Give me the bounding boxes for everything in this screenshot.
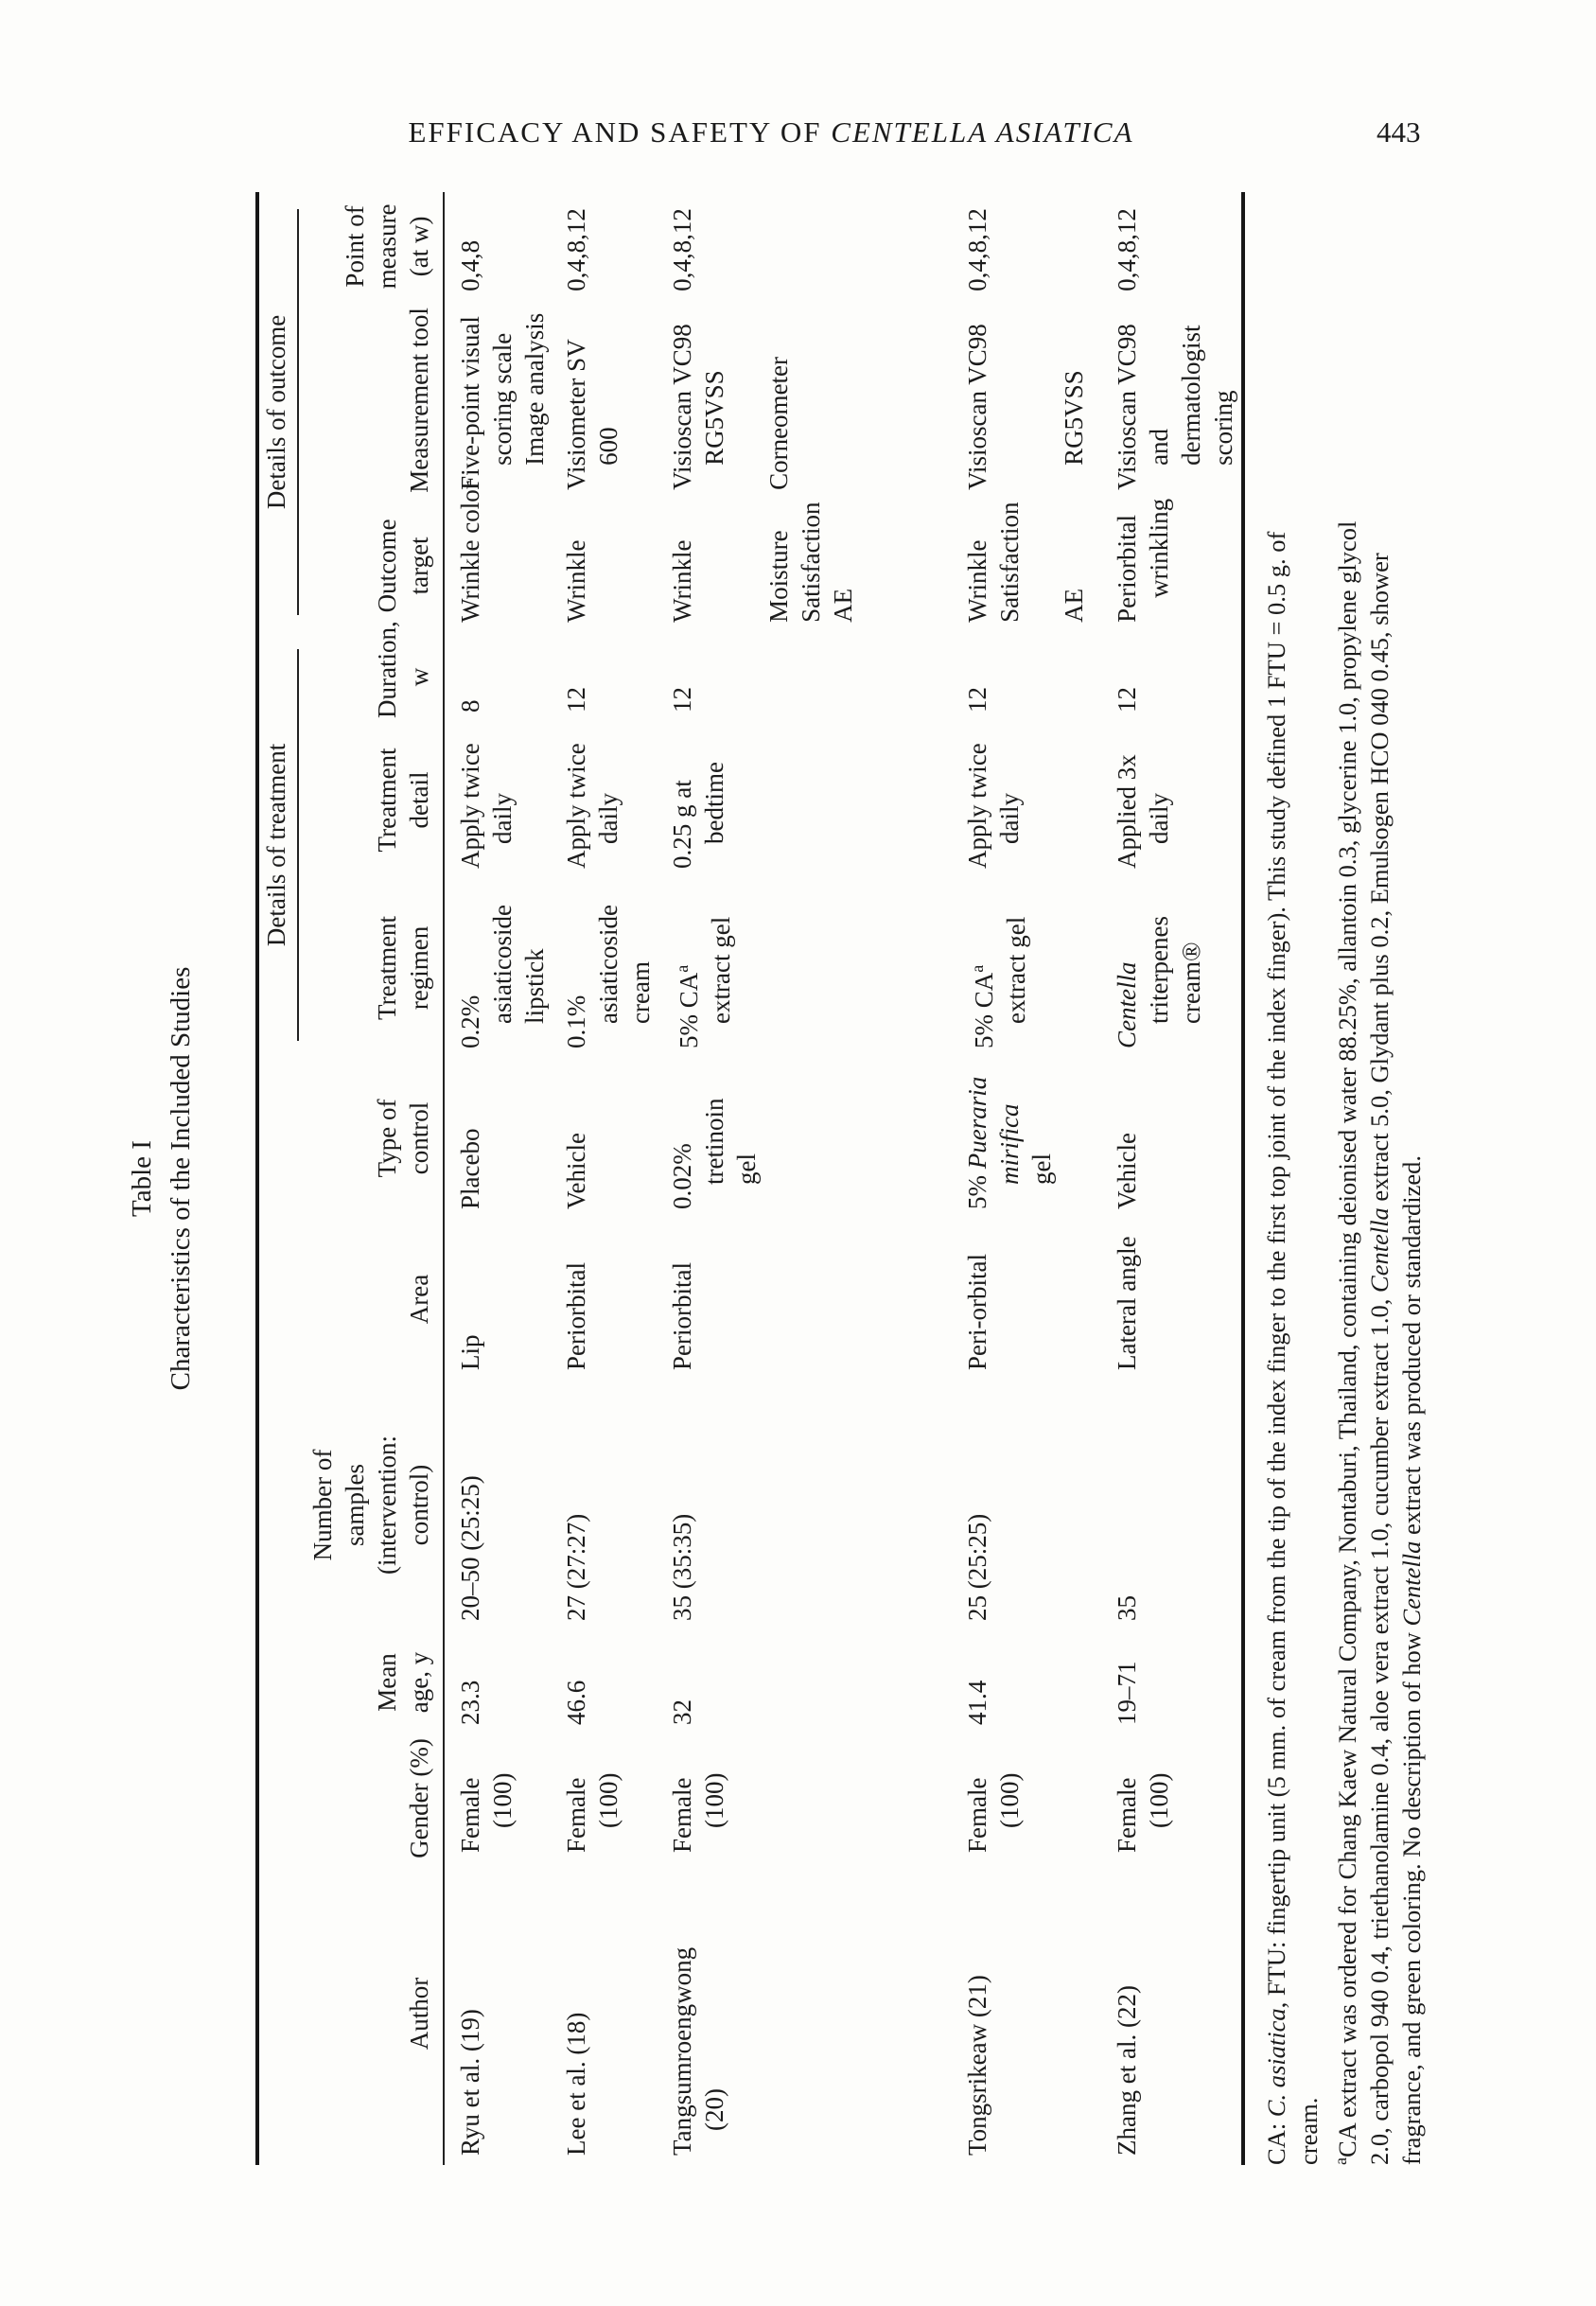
cell-regimen: 0.1% asiaticoside cream [562, 904, 655, 1048]
cell-area: Periorbital [668, 1262, 696, 1370]
cell-outcome: Wrinkle color [456, 481, 484, 623]
cell-tool: Visioscan VC98 RG5VSS [963, 324, 1088, 490]
cell-gender: Female (100) [963, 1772, 1024, 1853]
cell-detail: Apply twice daily [963, 743, 1024, 869]
table-title: Table I [127, 1140, 157, 1217]
group-header-outcome: Details of outcome [257, 192, 306, 632]
cell-outcome: Periorbital wrinkling [1113, 498, 1173, 623]
cell-point: 0,4,8,12 [963, 208, 991, 291]
column-header-mean-age: Mean age, y [306, 1630, 444, 1734]
cell-samples: 20–50 (25:25) [456, 1475, 484, 1621]
table-subtitle: Characteristics of the Included Studies [166, 966, 196, 1391]
cell-duration: 12 [562, 686, 590, 713]
cell-area: Lip [456, 1334, 484, 1370]
column-header-area: Area [306, 1219, 444, 1380]
cell-control: 5% Pueraria mirifica gel [963, 1076, 1056, 1209]
cell-tool: Five-point visual scoring scale Image analysis [456, 312, 549, 490]
table-row [952, 192, 1101, 2165]
column-header-detail: Treatment detail [306, 722, 444, 878]
group-header-row [257, 192, 306, 2165]
cell-mean-age: 41.4 [963, 1680, 991, 1725]
running-head-emphasis: CENTELLA ASIATICA [831, 115, 1134, 149]
cell-outcome: Wrinkle [562, 539, 590, 623]
footnote-line: cream. [1294, 2097, 1323, 2165]
running-head [0, 115, 1542, 150]
cell-point: 0,4,8 [456, 239, 484, 291]
cell-area: Peri-orbital [963, 1254, 991, 1370]
cell-control: Placebo [456, 1128, 484, 1209]
cell-gender: Female (100) [668, 1772, 728, 1853]
column-header-author: Author [306, 1862, 444, 2165]
footnote-line: 2.0, carbopol 940 0.4, triethanolamine 0.4, aloe vera extract 1.0, cucumber extract 1.0, Centella extract 5.0, Glydant plus 0.2, Emulsogen HCO 040 0.45, shower [1364, 553, 1394, 2165]
table-row [657, 192, 952, 2165]
cell-point: 0,4,8,12 [1113, 208, 1141, 291]
footnote-line: CA: C. asiatica, FTU: fingertip unit (5 mm. of cream from the tip of the index finger to the first top joint of the index finger). This study defined 1 FTU = 0.5 g. of [1262, 531, 1290, 2165]
cell-duration: 12 [1113, 686, 1141, 713]
cell-outcome: Wrinkle Moisture Satisfaction AE [668, 502, 857, 623]
cell-samples: 35 (35:35) [668, 1513, 696, 1621]
cell-mean-age: 19–71 [1113, 1661, 1141, 1725]
cell-gender: Female (100) [1113, 1772, 1173, 1853]
cell-author: Tongsrikeaw (21) [963, 1975, 991, 2156]
cell-regimen: 5% $CA^a$ extract gel [968, 916, 1030, 1048]
column-header-control: Type of control [306, 1058, 444, 1219]
table-caption [123, 192, 201, 2165]
cell-point: 0,4,8,12 [668, 208, 696, 291]
column-header-row [306, 192, 444, 2165]
cell-tool: Visioscan VC98 RG5VSS Corneometer [668, 324, 793, 490]
column-header-point: Point of measure (at w) [306, 192, 444, 301]
column-header-regimen: Treatment regimen [306, 878, 444, 1058]
footnote-line: fragrance, and green coloring. No description of how Centella extract was produced or standardized. [1396, 1155, 1426, 2165]
cell-control: 0.02% tretinoin gel [668, 1098, 761, 1209]
cell-author: Tangsumroengwong (20) [668, 1946, 728, 2156]
group-header-spacer [257, 1058, 306, 2165]
table-footnotes [1260, 192, 1428, 2165]
cell-samples: 35 [1113, 1595, 1141, 1621]
cell-outcome: Wrinkle Satisfaction AE [963, 502, 1088, 623]
cell-regimen: Centella triterpenes cream® [1113, 915, 1205, 1048]
column-header-tool: Measurement tool [306, 301, 444, 500]
cell-mean-age: 32 [668, 1699, 696, 1725]
cell-author: Zhang et al. (22) [1113, 1985, 1141, 2156]
footnote-line: $^a$CA extract was ordered for Chang Kaew Natural Company, Nontaburi, Thailand, containing deionised water 88.25%, allantoin 0.3, glycerine 1.0, propylene glycol [1331, 520, 1361, 2165]
cell-mean-age: 23.3 [456, 1680, 484, 1725]
cell-author: Ryu et al. (19) [456, 2009, 484, 2156]
cell-tool: Visioscan VC98 and dermatologist scoring [1113, 324, 1237, 490]
cell-area: Periorbital [562, 1262, 590, 1370]
cell-regimen: 5% $CA^a$ extract gel [673, 916, 735, 1048]
column-header-samples: Number of samples (intervention: control) [306, 1380, 444, 1630]
cell-detail: Applied 3x daily [1113, 754, 1173, 869]
table-head [257, 192, 444, 2165]
cell-samples: 27 (27:27) [562, 1513, 590, 1621]
studies-table [255, 192, 1245, 2165]
column-header-outcome: Outcome target [306, 500, 444, 632]
running-head-text: EFFICACY AND SAFETY OF [408, 115, 832, 149]
column-header-gender: Gender (%) [306, 1734, 444, 1862]
cell-point: 0,4,8,12 [562, 208, 590, 291]
cell-gender: Female (100) [562, 1772, 623, 1853]
cell-area: Lateral angle [1113, 1236, 1141, 1370]
table-row [1101, 192, 1243, 2165]
table-body [444, 192, 1243, 2165]
cell-duration: 12 [963, 686, 991, 713]
cell-detail: 0.25 g at bedtime [668, 761, 728, 869]
cell-detail: Apply twice daily [456, 743, 517, 869]
cell-samples: 25 (25:25) [963, 1513, 991, 1621]
cell-detail: Apply twice daily [562, 743, 623, 869]
rotated-table-region [123, 192, 1426, 2165]
column-header-duration: Duration, w [306, 632, 444, 722]
cell-regimen: 0.2% asiaticoside lipstick [456, 904, 549, 1048]
cell-gender: Female (100) [456, 1772, 517, 1853]
cell-duration: 8 [456, 699, 484, 713]
cell-tool: Visiometer SV 600 [562, 339, 623, 490]
rotated-table-canvas [123, 192, 1426, 2165]
table-row [551, 192, 657, 2165]
table-row [444, 192, 551, 2165]
cell-author: Lee et al. (18) [562, 2012, 590, 2156]
cell-control: Vehicle [1113, 1133, 1141, 1209]
page-number: 443 [1377, 115, 1421, 149]
group-header-treatment: Details of treatment [257, 632, 306, 1058]
cell-mean-age: 46.6 [562, 1680, 590, 1725]
cell-duration: 12 [668, 686, 696, 713]
cell-control: Vehicle [562, 1133, 590, 1209]
